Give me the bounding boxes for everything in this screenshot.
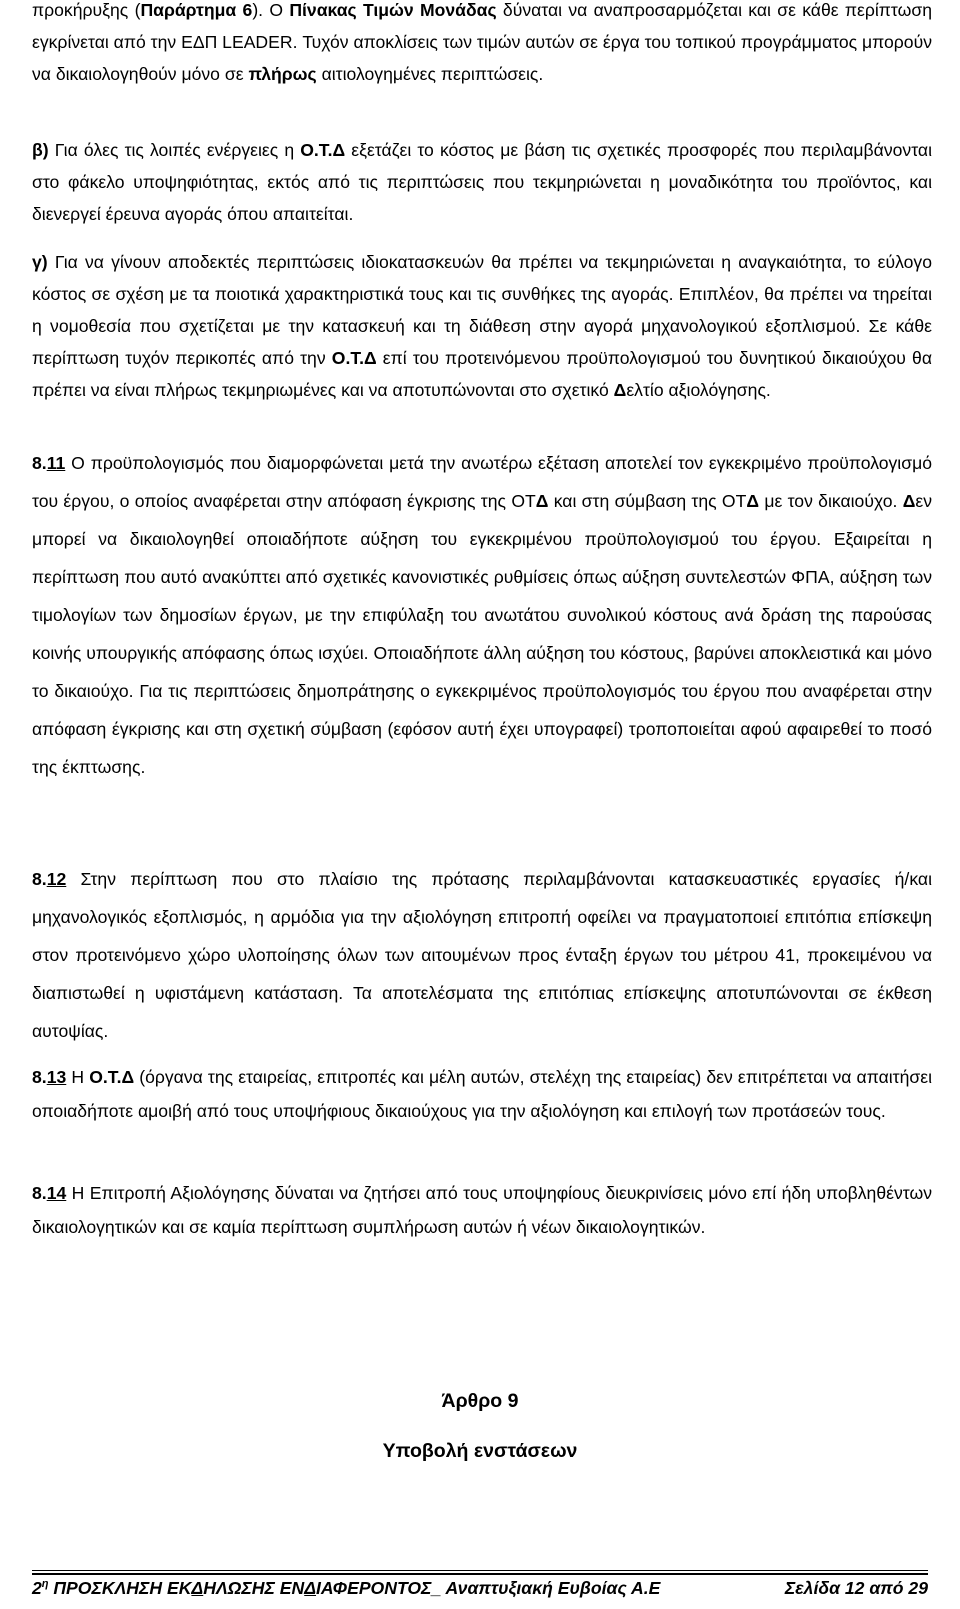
footer-delta: Δ [304,1578,317,1598]
paragraph-price-table [32,0,932,90]
section-number-sub: 14 [46,1183,67,1203]
text-run: Η Επιτροπή Αξιολόγησης δύναται να ζητήσει από τους υποψηφίους διευκρινίσεις μόνο επί ήδη υποβληθέντων δικαιολογητικών και σε καμία περίπτωση συμπλήρωση αυτών ή νέων δικαιολογητικών. [32,1183,932,1237]
footer-rule [32,1570,928,1571]
bold-letter-delta: Δ [613,380,627,400]
text-run: δύναται να αναπροσαρμόζεται και σε κάθε περίπτωση εγκρίνεται από την ΕΔΠ LEADER. Τυχόν αποκλίσεις των τιμών αυτών σε έργα του τοπικού προγράμματος μπορούν να δικαιολογηθούν μόνο σε [32,0,932,84]
footer-ordinal: 2 [32,1578,42,1598]
text-run: Ο προϋπολογισμός που διαμορφώνεται μετά την ανωτέρω εξέταση αποτελεί τον εγκεκριμένο προϋπολογισμό του έργου, ο οποίος αναφέρεται στην απόφαση έγκρισης της ΟΤ [32,453,932,511]
paragraph-b [32,134,932,230]
text-run: ελτίο αξιολόγησης. [626,380,771,400]
section-number: 8. [32,1183,47,1203]
text-run: (όργανα της εταιρείας, επιτροπές και μέλη αυτών, στελέχη της εταιρείας) δεν επιτρέπεται να απαιτήσει οποιαδήποτε αμοιβή από τους υποψήφιους δικαιούχους για την αξιολόγηση και επιλογή των προτάσεών τους. [32,1067,933,1121]
text-run: και στη σύμβαση της ΟΤ [548,491,747,511]
section-number-sub: 13 [46,1067,67,1087]
emphasis-fully: πλήρως [248,64,317,84]
section-number-sub: 12 [46,869,67,889]
item-label-b: β) [32,140,49,160]
section-number: 8. [32,453,47,473]
text-run: επί του προτεινόμενου προϋπολογισμού του δυνητικού δικαιούχου θα πρέπει να είναι πλήρως τεκμηριωμένες και να αποτυπώνονται στο σχετικό [32,348,932,400]
footer-delta: Δ [191,1578,204,1598]
bold-letter-delta: Δ [902,491,916,511]
text-run: αιτιολογημένες περιπτώσεις. [316,64,544,84]
section-number: 8. [32,869,47,889]
article-title: Υποβολή ενστάσεων [382,1440,578,1462]
footer-text-run: ΠΡΟΣΚΛΗΣΗ ΕΚ [48,1578,192,1598]
annex-reference: Παράρτημα 6 [140,0,253,20]
section-8-12 [32,860,932,1050]
footer-rule [32,1573,928,1575]
otd-term: Ο.Τ.Δ [300,140,346,160]
text-run: με τον δικαιούχο. [759,491,903,511]
section-number-sub: 11 [46,453,66,473]
footer-ordinal-suffix: η [41,1578,49,1590]
text-run: Για όλες τις λοιπές ενέργειες η [48,140,301,160]
text-run: εν μπορεί να δικαιολογηθεί οποιαδήποτε αύξηση του εγκεκριμένου προϋπολογισμού του έργου. Εξαιρείται η περίπτωση που αυτό ανακύπτει από σχετικές κανονιστικές ρυθμίσεις όπως αύξηση συντελεστών ΦΠΑ, αύξηση των τιμολογίων των δημοσίων έργων, με την επιφύλαξη του ανωτάτου συνολικού κόστους ανά δράση της παρούσας κοινής υπουργικής απόφασης όπως ισχύει. Οποιαδήποτε άλλη αύξηση του κόστους, βαρύνει αποκλειστικά και μόνο το δικαιούχο. Για τις περιπτώσεις δημοπράτησης ο εγκεκριμένος προϋπολογισμός του έργου που αναφέρεται στην απόφαση έγκρισης και στη σχετική σύμβαση (εφόσον αυτή έχει υπογραφεί) τροποποιείται αφού αφαιρεθεί το ποσό της έκπτωσης. [32,491,932,777]
otd-term: Ο.Τ.Δ [89,1067,135,1087]
bold-letter-delta: Δ [746,491,760,511]
text-run: εξετάζει το κόστος με βάση τις σχετικές προσφορές που περιλαμβάνονται στο φάκελο υποψηφιότητας, εκτός από τις περιπτώσεις που τεκμηριώνεται η μοναδικότητα του προϊόντος, και διενεργεί έρευνα αγοράς όπου απαιτείται. [32,140,932,224]
text-run: προκήρυξης ( [32,0,141,20]
text-run: ). Ο [252,0,290,20]
price-table-term: Πίνακας Τιμών Μονάδας [289,0,497,20]
paragraph-c [32,246,932,406]
section-8-14 [32,1176,932,1244]
text-run: Στην περίπτωση που στο πλαίσιο της πρότασης περιλαμβάνονται κατασκευαστικές εργασίες ή/και μηχανολογικός εξοπλισμός, η αρμόδια για την αξιολόγηση επιτροπή οφείλει να πραγματοποιεί επιτόπια επίσκεψη στον προτεινόμενο χώρο υλοποίησης όλων των αιτουμένων προς ένταξη έργων του μέτρου 41, προκειμένου να διαπιστωθεί η υφιστάμενη κατάσταση. Τα αποτελέσματα της επιτόπιας επίσκεψης αποτυπώνονται σε έκθεση αυτοψίας. [32,869,932,1041]
text-run: Η [66,1067,90,1087]
section-number: 8. [32,1067,47,1087]
footer-text-run: ΗΛΩΣΗΣ ΕΝ [203,1578,305,1598]
bold-letter-delta: Δ [535,491,549,511]
text-run: Για να γίνουν αποδεκτές περιπτώσεις ιδιοκατασκευών θα πρέπει να τεκμηριώνεται η αναγκαιότητα, το εύλογο κόστος σε σχέση με τα ποιοτικά χαρακτηριστικά τους και τις συνθήκες της αγοράς. Επιπλέον, θα πρέπει να τηρείται η νομοθεσία που σχετίζεται με την κατασκευή και τη διάθεση στην αγορά μηχανολογικού εξοπλισμού. Σε κάθε περίπτωση τυχόν περικοπές από την [32,252,932,368]
section-8-11 [32,444,932,786]
page-number: Σελίδα 12 από 29 [784,1578,928,1598]
footer-text-run: ΙΑΦΕΡΟΝΤΟΣ_ Αναπτυξιακή Ευβοίας Α.Ε [316,1578,661,1598]
article-number: Άρθρο 9 [441,1390,519,1412]
section-8-13 [32,1060,932,1128]
page-footer [0,1570,960,1609]
otd-term: Ο.Τ.Δ [331,348,377,368]
footer-document-title [32,1578,660,1599]
item-label-c: γ) [32,252,48,272]
